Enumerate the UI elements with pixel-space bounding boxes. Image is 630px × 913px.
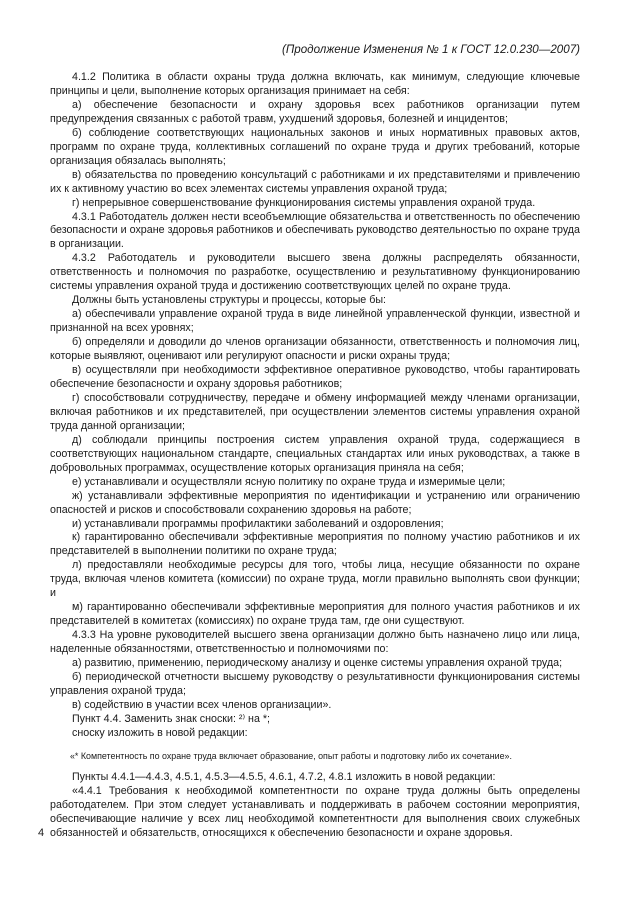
paragraph: 4.3.1 Работодатель должен нести всеобъемлющие обязательства и ответственность по обеспечению безопасности и охране здоровья работников и обеспечивать руководство деятельностью по охране труда в организации. [50, 210, 580, 251]
paragraph: м) гарантированно обеспечивали эффективные мероприятия для полного участия работников и их представителей в комитетах (комиссиях) по охране труда там, где они существуют. [50, 601, 580, 628]
paragraph: б) определяли и доводили до членов организации обязанности, ответственность и полномочия лиц, которые выявляют, оценивают или регулируют опасности и риски охраны труда; [50, 336, 580, 363]
paragraph: к) гарантированно обеспечивали эффективные мероприятия по полному участию работников и их представителей в выполнении политики по охране труда; [50, 531, 580, 558]
paragraph: Должны быть установлены структуры и процессы, которые бы: [72, 294, 386, 307]
paragraph: е) устанавливали и осуществляли ясную политику по охране труда и измеримые цели; [72, 475, 506, 488]
running-header: (Продолжение Изменения № 1 к ГОСТ 12.0.230—2007) [282, 43, 580, 56]
paragraph: 4.3.2 Работодатель и руководители высшего звена должны распределять обязанности, ответственность и полномочия по разработке, осуществлению и результативному функционированию системы управления охраной труда и достижению соответствующих целей по охране труда. [50, 252, 580, 293]
paragraph: сноску изложить в новой редакции: [72, 726, 248, 739]
paragraph: 4.1.2 Политика в области охраны труда должна включать, как минимум, следующие ключевые принципы и цели, выполнение которых организация принимает на себя: [50, 71, 580, 97]
paragraph: б) соблюдение соответствующих национальных законов и иных нормативных правовых актов, программ по охране труда, коллективных соглашений по охране труда и других требований, которые организация обязалась выполнять; [50, 126, 580, 167]
paragraph: 4.3.3 На уровне руководителей высшего звена организации должно быть назначено лицо или лица, наделенные обязанностями, ответственностью и полномочиями по: [50, 629, 580, 656]
paragraph: Пункты 4.4.1—4.4.3, 4.5.1, 4.5.3—4.5.5, 4.6.1, 4.7.2, 4.8.1 изложить в новой редакции: [72, 770, 496, 783]
paragraph: д) соблюдали принципы построения систем управления охраной труда, содержащиеся в соответствующих национальном стандарте, специальных стандартах или иных руководствах, а также в добровольных программах, осуществление которых организация приняла на себя; [50, 433, 580, 474]
paragraph: а) обеспечение безопасности и охрану здоровья всех работников организации путем предупреждения связанных с работой травм, ухудшений здоровья, болезней и инцидентов; [50, 98, 580, 125]
paragraph: в) обязательства по проведению консультаций с работниками и их представителями и привлечению их к активному участию во всех элементах системы управления охраной труда; [50, 168, 580, 195]
paragraph: в) осуществляли при необходимости эффективное оперативное руководство, чтобы гарантировать обеспечение безопасности и охрану здоровья работников; [50, 364, 580, 390]
paragraph: «4.4.1 Требования к необходимой компетентности по охране труда должны быть определены работодателем. При этом следует устанавливать и поддерживать в рабочем состоянии мероприятия, обеспечивающие наличие у всех лиц необходимой компетентности для выполнения своих служебных обязанностей и обязательств, относящихся к обеспечению безопасности и охране здоровья. [50, 784, 580, 839]
paragraph: и) устанавливали программы профилактики заболеваний и оздоровления; [72, 517, 444, 530]
paragraph: г) способствовали сотрудничеству, передаче и обмену информацией между членами организации, включая работников и их представителей, при осуществлении элементов системы управления охраной труда данной организации; [50, 391, 580, 432]
paragraph: а) обеспечивали управление охраной труда в виде линейной управленческой функции, известной и признанной на всех уровнях; [50, 308, 580, 335]
paragraph: а) развитию, применению, периодическому анализу и оценке системы управления охраной труда; [72, 657, 563, 670]
paragraph: б) периодической отчетности высшему руководству о результативности функционирования системы управления охраной труда; [50, 670, 580, 697]
paragraph: в) содействию в участии всех членов организации». [72, 698, 332, 711]
paragraph: Пункт 4.4. Заменить знак сноски: ²⁾ на *; [72, 712, 270, 725]
footnote: «* Компетентность по охране труда включает образование, опыт работы и подготовку либо их сочетание». [70, 750, 512, 761]
paragraph: л) предоставляли необходимые ресурсы для того, чтобы лица, несущие обязанности по охране труда, включая членов комитета (комиссии) по охране труда, могли правильно выполнять свои функции; и [50, 559, 580, 600]
paragraph: ж) устанавливали эффективные мероприятия по идентификации и устранению или ограничению опасностей и рисков и способствовали сохранению здоровья на работе; [50, 489, 580, 516]
document-body [50, 71, 580, 841]
paragraph: г) непрерывное совершенствование функционирования системы управления охраной труда. [72, 196, 536, 209]
page-number: 4 [38, 827, 45, 839]
